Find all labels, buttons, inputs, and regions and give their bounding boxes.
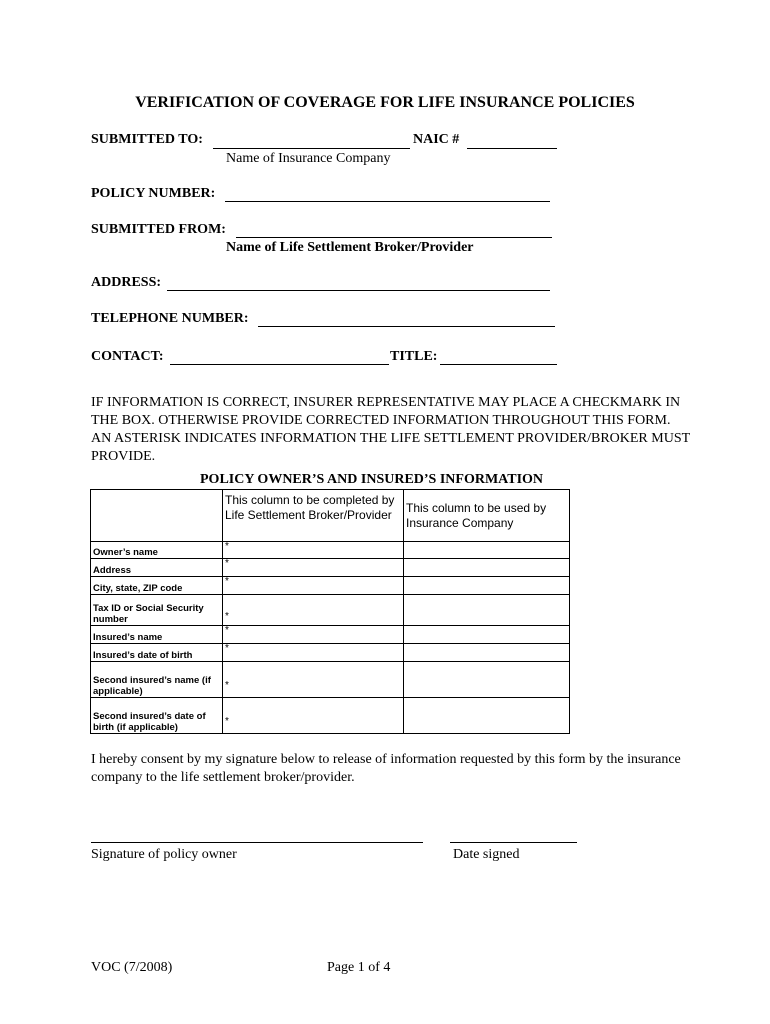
row-label-insured-dob: Insured’s date of birth xyxy=(91,644,223,662)
broker-cell-tax-id[interactable] xyxy=(223,595,404,626)
insurer-cell-second-insured-dob[interactable] xyxy=(404,698,570,734)
broker-cell-second-insured-name[interactable] xyxy=(223,662,404,698)
info-table xyxy=(90,489,570,734)
insurer-cell-tax-id[interactable] xyxy=(404,595,570,626)
insurer-cell-address[interactable] xyxy=(404,559,570,577)
table-row xyxy=(91,595,570,626)
telephone-label: TELEPHONE NUMBER: xyxy=(91,311,249,326)
naic-field[interactable] xyxy=(467,148,557,149)
title-label: TITLE: xyxy=(390,349,438,364)
table-row xyxy=(91,542,570,559)
policy-number-field[interactable] xyxy=(225,201,550,202)
table-row xyxy=(91,698,570,734)
table-header-row xyxy=(91,490,570,542)
required-asterisk: * xyxy=(225,643,229,654)
row-label-tax-id: Tax ID or Social Security number xyxy=(91,595,223,626)
insurer-cell-owner-name[interactable] xyxy=(404,542,570,559)
row-label-owner-name: Owner’s name xyxy=(91,542,223,559)
broker-column-header: This column to be completed by Life Settlement Broker/Provider xyxy=(223,490,404,542)
required-asterisk: * xyxy=(225,680,229,691)
row-label-city-state-zip: City, state, ZIP code xyxy=(91,577,223,595)
required-asterisk: * xyxy=(225,716,229,727)
insurer-column-header: This column to be used by Insurance Company xyxy=(404,490,570,542)
broker-cell-insured-name[interactable] xyxy=(223,626,404,644)
table-row xyxy=(91,644,570,662)
required-asterisk: * xyxy=(225,541,229,552)
owner-signature-label: Signature of policy owner xyxy=(91,847,237,862)
date-signed-line[interactable] xyxy=(450,842,577,843)
naic-label: NAIC # xyxy=(413,132,460,147)
address-field[interactable] xyxy=(167,290,550,291)
submitted-to-field[interactable] xyxy=(213,148,410,149)
required-asterisk: * xyxy=(225,611,229,622)
instructions-paragraph: IF INFORMATION IS CORRECT, INSURER REPRESENTATIVE MAY PLACE A CHECKMARK IN THE BOX. OTHERWISE PROVIDE CORRECTED INFORMATION THROUGHOUT THIS FORM. AN ASTERISK INDICATES INFORMATION THE LIFE SETTLEMENT PROVIDER/BROKER MUST PROVIDE. xyxy=(91,395,690,464)
required-asterisk: * xyxy=(225,576,229,587)
insurer-cell-second-insured-name[interactable] xyxy=(404,662,570,698)
table-row xyxy=(91,559,570,577)
row-label-insured-name: Insured’s name xyxy=(91,626,223,644)
submitted-from-label: SUBMITTED FROM: xyxy=(91,222,226,237)
table-row xyxy=(91,577,570,595)
required-asterisk: * xyxy=(225,558,229,569)
table-section-title: POLICY OWNER’S AND INSURED’S INFORMATION xyxy=(200,472,544,487)
consent-paragraph: I hereby consent by my signature below to release of information requested by this form by the insurance company to the life settlement broker/provider. xyxy=(91,752,681,785)
row-label-second-insured-dob: Second insured’s date of birth (if applicable) xyxy=(91,698,223,734)
submitted-from-hint: Name of Life Settlement Broker/Provider xyxy=(226,240,474,255)
submitted-from-field[interactable] xyxy=(236,237,552,238)
broker-cell-owner-name[interactable] xyxy=(223,542,404,559)
broker-cell-city-state-zip[interactable] xyxy=(223,577,404,595)
insurer-cell-city-state-zip[interactable] xyxy=(404,577,570,595)
policy-number-label: POLICY NUMBER: xyxy=(91,186,216,201)
row-label-address: Address xyxy=(91,559,223,577)
contact-label: CONTACT: xyxy=(91,349,164,364)
insurer-cell-insured-dob[interactable] xyxy=(404,644,570,662)
page-number: Page 1 of 4 xyxy=(327,960,391,975)
row-label-second-insured-name: Second insured’s name (if applicable) xyxy=(91,662,223,698)
date-signed-label: Date signed xyxy=(453,847,520,862)
form-code: VOC (7/2008) xyxy=(91,960,173,975)
address-label: ADDRESS: xyxy=(91,275,162,290)
submitted-to-label: SUBMITTED TO: xyxy=(91,132,203,147)
owner-signature-line[interactable] xyxy=(91,842,423,843)
submitted-to-hint: Name of Insurance Company xyxy=(226,151,391,166)
insurer-cell-insured-name[interactable] xyxy=(404,626,570,644)
required-asterisk: * xyxy=(225,625,229,636)
broker-cell-insured-dob[interactable] xyxy=(223,644,404,662)
title-field[interactable] xyxy=(440,364,557,365)
contact-field[interactable] xyxy=(170,364,389,365)
header-blank-cell xyxy=(91,490,223,542)
page-title: VERIFICATION OF COVERAGE FOR LIFE INSURANCE POLICIES xyxy=(135,94,635,111)
telephone-field[interactable] xyxy=(258,326,555,327)
broker-cell-second-insured-dob[interactable] xyxy=(223,698,404,734)
table-row xyxy=(91,626,570,644)
table-row xyxy=(91,662,570,698)
broker-cell-address[interactable] xyxy=(223,559,404,577)
